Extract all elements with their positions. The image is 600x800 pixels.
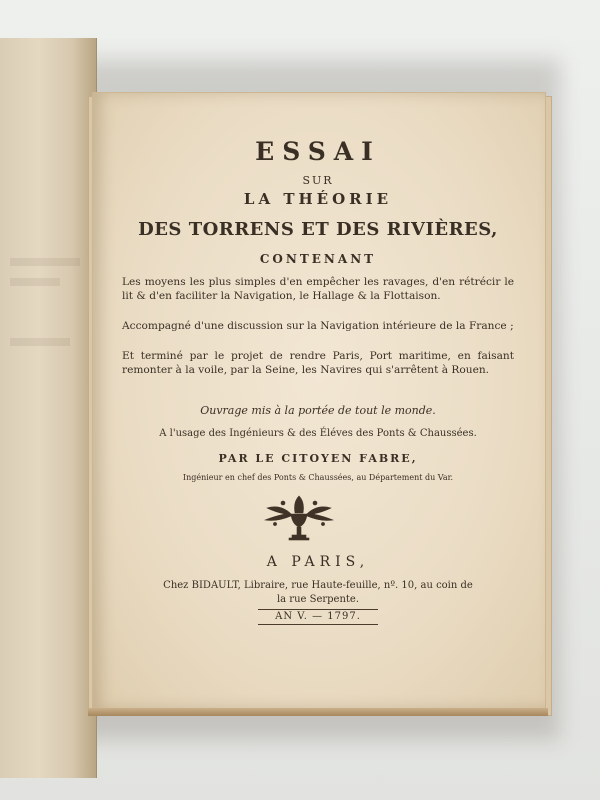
rule-top (258, 609, 378, 610)
bleed-through-mark (10, 338, 70, 346)
author-role: Ingénieur en chef des Ponts & Chaussées, au Département du Var. (182, 473, 454, 482)
left-cover-board (0, 38, 97, 778)
paragraph-moyens: Les moyens les plus simples d'en empêcher les ravages, d'en rétrécir le lit & d'en faciliter la Navigation, le Hallage & la Flottaison. (122, 276, 514, 302)
bleed-through-mark (10, 278, 60, 286)
title-theorie: LA THÉORIE (243, 190, 393, 208)
title-page-content (92, 92, 544, 708)
title-essai: ESSAI (255, 137, 381, 166)
imprint-publisher-line1: Chez BIDAULT, Libraire, rue Haute-feuille, nº. 10, au coin de (163, 580, 473, 591)
imprint-year: AN V. — 1797. (275, 611, 361, 622)
ouvrage-line: Ouvrage mis à la portée de tout le monde. (200, 404, 436, 417)
paragraph-termine: Et terminé par le projet de rendre Paris, Port maritime, en faisant remonter à la voile, par la Seine, les Navires qui s'arrêtent à Rouen. (122, 350, 514, 376)
title-contenant: CONTENANT (259, 252, 377, 266)
title-torrens: DES TORRENS ET DES RIVIÈRES, (138, 219, 498, 240)
rule-bottom (258, 624, 378, 625)
urn-with-foliage-icon (261, 492, 337, 548)
title-sur: SUR (302, 174, 334, 187)
usage-line: A l'usage des Ingénieurs & des Éléves des Ponts & Chaussées. (159, 428, 477, 439)
imprint-city: A PARIS, (266, 554, 370, 570)
bleed-through-mark (10, 258, 80, 266)
author-line: PAR LE CITOYEN FABRE, (218, 452, 418, 465)
imprint-publisher-line2: la rue Serpente. (276, 594, 360, 605)
page-bottom-edge (88, 708, 548, 716)
paragraph-accompagne: Accompagné d'une discussion sur la Navigation intérieure de la France ; (122, 320, 514, 332)
